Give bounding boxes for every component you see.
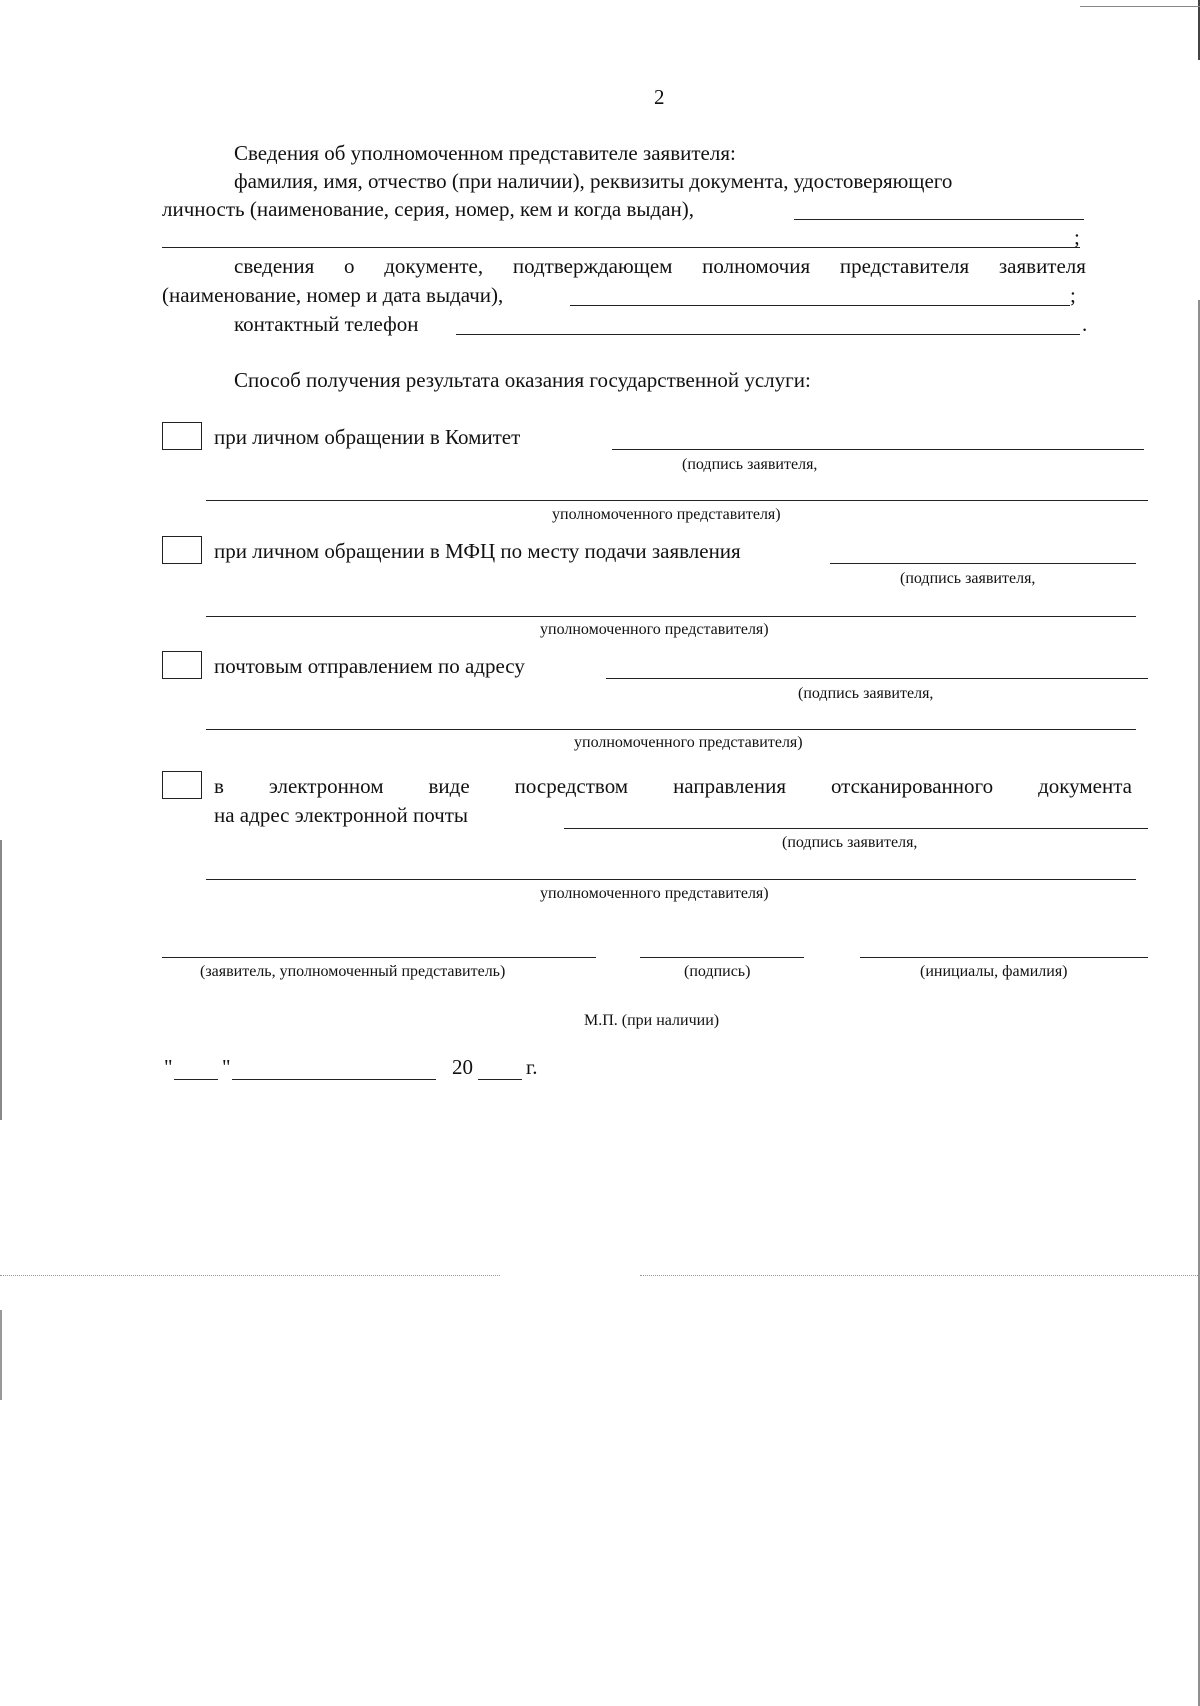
authority-line-1: сведения о документе, подтверждающем полномочия представителя заявителя — [234, 254, 1086, 278]
date-year-suffix: г. — [526, 1055, 538, 1079]
identity-semicolon: ; — [1074, 225, 1080, 249]
option-email-caption-2: уполномоченного представителя) — [540, 885, 769, 902]
signature-caption: (подпись) — [684, 963, 751, 980]
scan-edge-top — [1080, 6, 1200, 7]
option-mail-label: почтовым отправлением по адресу — [214, 654, 525, 678]
authority-semicolon: ; — [1070, 283, 1076, 307]
applicant-caption: (заявитель, уполномоченный представитель) — [200, 963, 506, 980]
signature-field[interactable] — [640, 957, 804, 958]
option-mfc-caption-2: уполномоченного представителя) — [540, 621, 769, 638]
option-mail-caption-2: уполномоченного представителя) — [574, 734, 803, 751]
identity-field-1[interactable] — [794, 219, 1084, 220]
scan-noise-line — [0, 1275, 500, 1276]
name-field[interactable] — [860, 957, 1148, 958]
date-month-field[interactable] — [232, 1079, 436, 1080]
option-committee-caption-1: (подпись заявителя, — [682, 456, 818, 473]
scan-noise-line-right — [640, 1275, 1200, 1276]
option-mail-caption-1: (подпись заявителя, — [798, 685, 934, 702]
date-quote-close: " — [222, 1055, 231, 1079]
option-email-signature-field-2[interactable] — [206, 879, 1136, 880]
date-day-field[interactable] — [174, 1079, 218, 1080]
option-email-signature-field[interactable] — [564, 828, 1148, 829]
identity-field-2[interactable] — [162, 247, 1080, 248]
option-committee-signature-field-2[interactable] — [206, 500, 1148, 501]
option-committee-label: при личном обращении в Комитет — [214, 425, 521, 449]
scan-edge-left — [0, 840, 2, 1120]
date-year-prefix: 20 — [452, 1055, 473, 1079]
method-heading: Способ получения результата оказания государственной услуги: — [234, 368, 811, 392]
option-email-checkbox[interactable] — [162, 771, 202, 799]
authority-field[interactable] — [570, 305, 1070, 306]
option-mfc-checkbox[interactable] — [162, 536, 202, 564]
option-committee-checkbox[interactable] — [162, 422, 202, 450]
option-mail-signature-field-2[interactable] — [206, 729, 1136, 730]
option-mfc-signature-field-2[interactable] — [206, 616, 1136, 617]
option-mail-signature-field[interactable] — [606, 678, 1148, 679]
option-mfc-signature-field[interactable] — [830, 563, 1136, 564]
representative-heading: Сведения об уполномоченном представителе заявителя: — [234, 141, 736, 165]
option-email-label-line-1: в электронном виде посредством направления отсканированного документа — [214, 774, 1132, 798]
identity-line-1: фамилия, имя, отчество (при наличии), реквизиты документа, удостоверяющего — [234, 169, 953, 193]
authority-line-2: (наименование, номер и дата выдачи), — [162, 283, 504, 307]
option-mfc-label: при личном обращении в МФЦ по месту подачи заявления — [214, 539, 741, 563]
applicant-field[interactable] — [162, 957, 596, 958]
page-number: 2 — [654, 85, 665, 109]
date-year-field[interactable] — [478, 1079, 522, 1080]
date-quote-open: " — [164, 1055, 173, 1079]
scan-edge-left-lower — [0, 1310, 2, 1400]
option-email-caption-1: (подпись заявителя, — [782, 834, 918, 851]
option-mail-checkbox[interactable] — [162, 651, 202, 679]
name-caption: (инициалы, фамилия) — [920, 963, 1068, 980]
option-mfc-caption-1: (подпись заявителя, — [900, 570, 1036, 587]
identity-line-2: личность (наименование, серия, номер, кем и когда выдан), — [162, 197, 695, 221]
phone-label: контактный телефон — [234, 312, 419, 336]
phone-period: . — [1082, 312, 1088, 336]
option-committee-signature-field[interactable] — [612, 449, 1144, 450]
option-email-label-line-2: на адрес электронной почты — [214, 803, 469, 827]
stamp-label: М.П. (при наличии) — [584, 1012, 720, 1029]
option-committee-caption-2: уполномоченного представителя) — [552, 506, 781, 523]
phone-field[interactable] — [456, 334, 1080, 335]
